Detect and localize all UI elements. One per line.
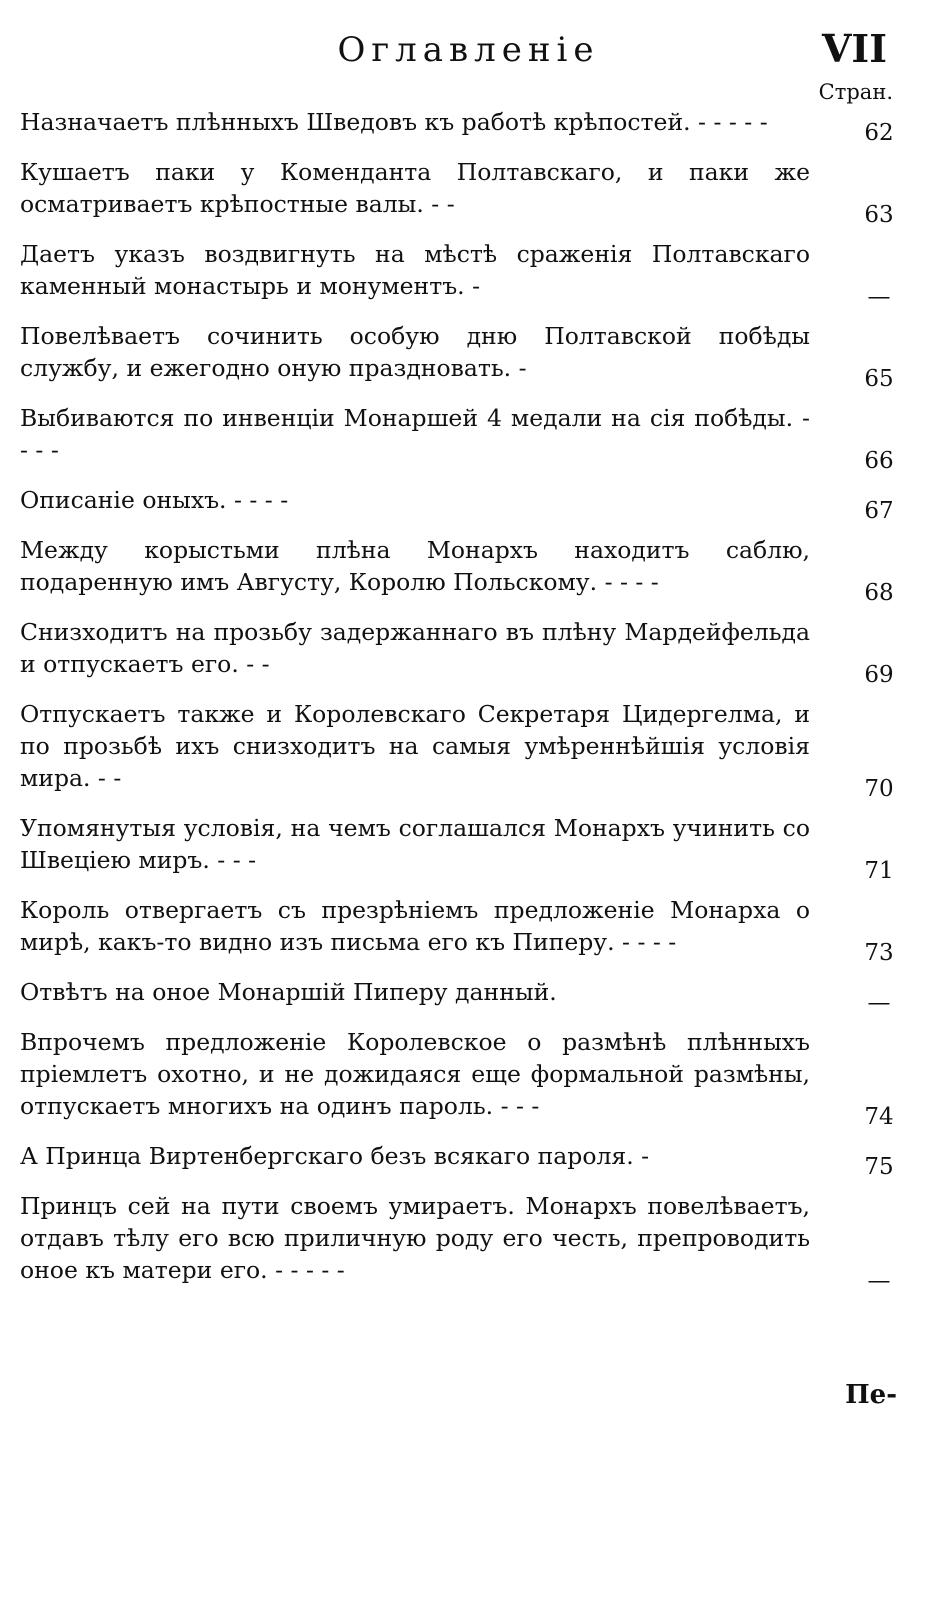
toc-entry-text: Даетъ указъ воздвигнуть на мѣстѣ сраженія Полтавскаго каменный монастырь и монументъ. - — [20, 240, 810, 300]
toc-entry-page: 69 — [864, 662, 894, 688]
toc-entry — [20, 156, 917, 228]
toc-entry — [20, 812, 917, 884]
toc-entry — [20, 320, 917, 392]
toc-entry-text: Упомянутыя условія, на чемъ соглашался Монархъ учинить со Швеціею миръ. - - - — [20, 814, 810, 874]
toc-entry-text: Кушаетъ паки у Коменданта Полтавскаго, и паки же осматриваетъ крѣпостные валы. - - — [20, 158, 810, 218]
toc-entry-text: Отпускаетъ также и Королевскаго Секретаря Цидергелма, и по прозьбѣ ихъ снизходитъ на самыя умѣреннѣйшія условія мира. - - — [20, 700, 810, 792]
toc-entry-text: Отвѣтъ на оное Монаршій Пиперу данный. — [20, 978, 557, 1006]
toc-entry-text: Король отвергаетъ съ презрѣніемъ предложеніе Монарха о мирѣ, какъ-то видно изъ письма его къ Пиперу. - - - - — [20, 896, 810, 956]
toc-entry-text: А Принца Виртенбергскаго безъ всякаго пароля. - — [20, 1142, 650, 1170]
toc-entry-page: 62 — [864, 120, 894, 146]
toc-entry — [20, 106, 917, 146]
toc-entry-page: 67 — [864, 498, 894, 524]
toc-entry-text: Назначаетъ плѣнныхъ Шведовъ къ работѣ крѣпостей. - - - - - — [20, 108, 768, 136]
toc-entry — [20, 616, 917, 688]
toc-entry-page: — — [867, 990, 891, 1016]
toc-entry-text: Впрочемъ предложеніе Королевское о размѣнѣ плѣнныхъ пріемлетъ охотно, и не дожидаяся еще формальной размѣны, отпускаетъ многихъ на одинъ пароль. - - - — [20, 1028, 810, 1120]
toc-entry-text: Между корыстьми плѣна Монархъ находитъ саблю, подаренную имъ Августу, Королю Польскому. - - - - — [20, 536, 810, 596]
toc-entry-page: 71 — [864, 858, 894, 884]
toc-entry-page: — — [867, 284, 891, 310]
toc-entry — [20, 976, 917, 1016]
toc-entry-page: 68 — [864, 580, 894, 606]
page-number: VII — [821, 26, 887, 71]
table-of-contents — [20, 106, 917, 1304]
toc-entry — [20, 402, 917, 474]
toc-entry-page: 75 — [864, 1154, 894, 1180]
toc-entry-page: 74 — [864, 1104, 894, 1130]
toc-entry — [20, 698, 917, 802]
toc-entry-page: 65 — [864, 366, 894, 392]
toc-entry-text: Повелѣваетъ сочинить особую дню Полтавской побѣды службу, и ежегодно оную праздновать. - — [20, 322, 810, 382]
toc-entry-page: 63 — [864, 202, 894, 228]
catchword: Пе- — [845, 1380, 897, 1410]
page-column-label: Стран. — [818, 80, 893, 104]
toc-entry-page: 73 — [864, 940, 894, 966]
toc-entry-text: Описаніе оныхъ. - - - - — [20, 486, 289, 514]
toc-entry-page: 66 — [864, 448, 894, 474]
page-title: Оглавленіе — [337, 30, 600, 70]
toc-entry-text: Принцъ сей на пути своемъ умираетъ. Монархъ повелѣваетъ, отдавъ тѣлу его всю приличную роду его честь, препроводить оное къ матери его. - - - - - — [20, 1192, 810, 1284]
toc-entry — [20, 484, 917, 524]
toc-entry — [20, 1190, 917, 1294]
toc-entry-text: Снизходитъ на прозьбу задержаннаго въ плѣну Мардейфельда и отпускаетъ его. - - — [20, 618, 810, 678]
toc-entry — [20, 894, 917, 966]
toc-entry — [20, 1026, 917, 1130]
toc-entry — [20, 1140, 917, 1180]
toc-entry-page: 70 — [864, 776, 894, 802]
toc-entry — [20, 238, 917, 310]
toc-entry-page: — — [867, 1268, 891, 1294]
toc-entry-text: Выбиваются по инвенціи Монаршей 4 медали на сія побѣды. - - - - — [20, 404, 810, 464]
toc-entry — [20, 534, 917, 606]
